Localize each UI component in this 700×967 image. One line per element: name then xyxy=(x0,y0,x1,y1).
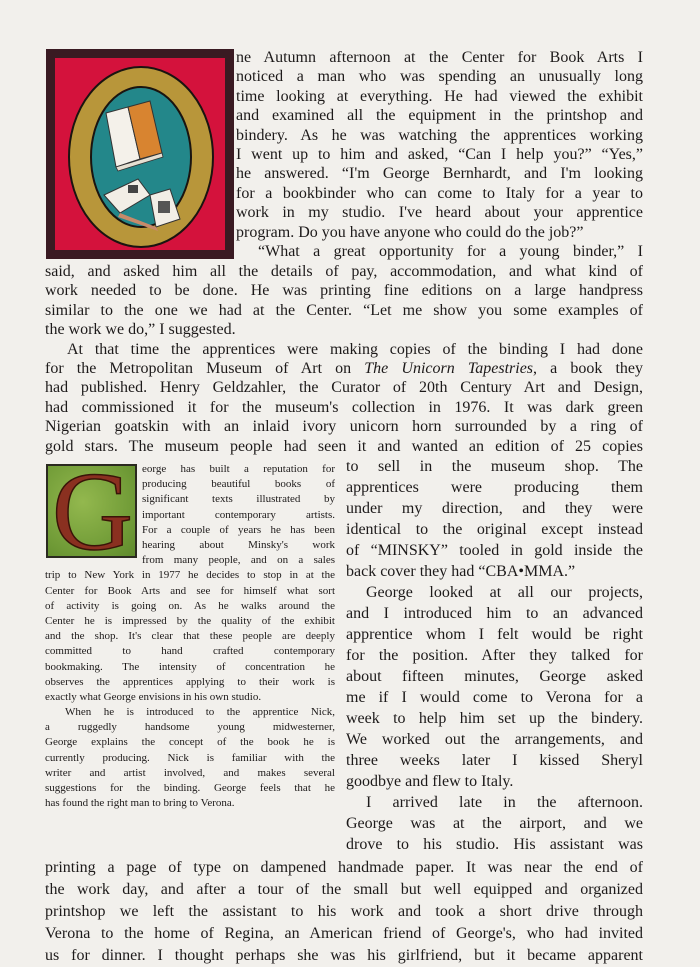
text-line: printing a page of type on dampened handmade paper. It was near the end of xyxy=(45,859,643,876)
text-line: me if I would come to Verona for a xyxy=(346,689,643,706)
text-line: had commissioned it for the museum's collection in 1976. It was dark green xyxy=(45,398,643,416)
paragraph-block-bottom xyxy=(45,857,643,967)
text-line: producing beautiful books of xyxy=(142,478,335,491)
decorated-initial-o xyxy=(46,49,234,259)
text-line: has found the right man to bring to Verona. xyxy=(45,797,235,810)
text-line: us for dinner. I thought perhaps she was his girlfriend, but it became apparent xyxy=(45,947,643,964)
text-line: said, and asked him all the details of pay, accommodation, and what kind of xyxy=(45,263,643,280)
text-line: Nigerian goatskin with an inlaid ivory unicorn horn surrounded by a ring of xyxy=(45,418,643,436)
text-line: gold stars. The museum people had seen it and wanted an edition of 25 copies xyxy=(45,437,643,455)
text-line: Center for Book Arts and see for himself what sort xyxy=(45,584,335,597)
text-line: bindery. As he was watching the apprentices working xyxy=(236,126,643,144)
text-line: of activity is going on. As he walks around the xyxy=(45,599,335,612)
text-line: for a bookbinder who can come to Italy for a year to xyxy=(236,184,643,202)
text-line: had published. Henry Geldzahler, the Curator of 20th Century Art and Design, xyxy=(45,379,643,397)
text-line: program. Do you have anyone who could do the job?” xyxy=(236,223,584,241)
text-line: trip to New York in 1977 he decides to stop in at the xyxy=(45,569,335,582)
text-line: the work we do,” I suggested. xyxy=(45,321,236,339)
text-line: similar to the one we had at the Center. “Let me show you some examples of xyxy=(45,301,643,319)
italic-title: The Unicorn Tapestries xyxy=(364,359,534,377)
text-line: and examined all the equipment in the printshop and xyxy=(236,107,643,125)
text-line: I went up to him and asked, “Can I help you?” “Yes,” xyxy=(236,145,643,163)
text-line: goodbye and flew to Italy. xyxy=(346,773,514,790)
text-line: significant texts illustrated by xyxy=(142,493,335,506)
decorated-initial-g xyxy=(46,464,137,558)
text-line: for the position. After they talked for xyxy=(346,647,643,664)
text-line: he answered. “I'm George Bernhardt, and I'm looking xyxy=(236,165,643,183)
text-line: George looked at all our projects, xyxy=(366,584,643,601)
text-line: observes the apprentices applying to their work is xyxy=(45,675,335,688)
text-line: George explains the concept of the book he is xyxy=(45,736,335,749)
text-line: Verona to the home of Regina, an American friend of George's, who had invited xyxy=(45,925,643,942)
text-line: bookmaking. The intensity of concentration he xyxy=(45,660,335,673)
text-line: work in my studio. I've heard about your apprentice xyxy=(236,204,643,222)
text-line: to sell in the museum shop. The xyxy=(346,458,643,475)
text-line: exactly what George envisions in his own studio. xyxy=(45,690,262,703)
sidebar-text xyxy=(45,568,335,811)
text-line: committed to hand crafted contemporary xyxy=(45,645,335,658)
text-segment: for the Metropolitan Museum of Art on xyxy=(45,359,365,377)
sidebar-beside-initial xyxy=(142,462,335,568)
text-line: Center he is impressed by the quality of the exhibit xyxy=(45,614,335,627)
text-line: We worked out the arrangements, and xyxy=(346,731,643,748)
text-line: printshop we left the assistant to his work and took a short drive through xyxy=(45,903,643,920)
initial-letter: G xyxy=(52,464,133,558)
text-line: back cover they had “CBA•MMA.” xyxy=(346,563,576,580)
text-line xyxy=(45,359,643,378)
text-line: time looking at everything. He had viewed the exhibit xyxy=(236,87,643,105)
text-line: ne Autumn afternoon at the Center for Book Arts I xyxy=(236,49,643,66)
paragraph-block-top xyxy=(236,48,643,261)
text-line: important contemporary artists. xyxy=(142,508,335,521)
text-line: suggestions for the binding. George feels that he xyxy=(45,782,335,795)
text-line: apprentice whom I felt would be right xyxy=(346,626,643,643)
text-line: three weeks later I kissed Sheryl xyxy=(346,752,643,769)
text-line: and the shop. It's clear that these people are deeply xyxy=(45,630,335,643)
text-line: week to help him set up the bindery. xyxy=(346,710,643,727)
text-line: “What a great opportunity for a young binder,” I xyxy=(258,242,643,260)
text-line: When he is introduced to the apprentice Nick, xyxy=(65,706,335,719)
text-line: apprentices were producing them xyxy=(346,479,643,496)
text-line: about fifteen minutes, George asked xyxy=(346,668,643,685)
text-line: eorge has built a reputation for xyxy=(142,463,335,475)
paragraph-block-middle xyxy=(45,262,643,456)
text-line: under my direction, and they were xyxy=(346,500,643,517)
text-line: work needed to be done. He was printing fine editions on a large handpress xyxy=(45,282,643,300)
text-line: drove to his studio. His assistant was xyxy=(346,836,643,853)
text-line: and I introduced him to an advanced xyxy=(346,605,643,622)
text-line: of “MINSKY” tooled in gold inside the xyxy=(346,542,643,559)
text-line: At that time the apprentices were making copies of the binding I had done xyxy=(67,340,643,358)
text-line: identical to the original except instead xyxy=(346,521,643,538)
text-line: hearing about Minsky's work xyxy=(142,538,335,551)
text-line: from many people, and on a sales xyxy=(142,554,335,567)
text-line: I arrived late in the afternoon. xyxy=(366,794,643,811)
text-segment: , a book they xyxy=(533,359,643,377)
text-line: writer and artist involved, and makes several xyxy=(45,766,335,779)
text-line: For a couple of years he has been xyxy=(142,523,335,536)
paragraph-block-right-column xyxy=(346,456,643,855)
text-line: the work day, and after a tour of the small but well equipped and organized xyxy=(45,881,643,898)
text-line: a ruggedly handsome young midwesterner, xyxy=(45,721,335,734)
text-line: George was at the airport, and we xyxy=(346,815,643,832)
text-line: noticed a man who was spending an unusually long xyxy=(236,68,643,86)
text-line: currently producing. Nick is familiar with the xyxy=(45,751,335,764)
